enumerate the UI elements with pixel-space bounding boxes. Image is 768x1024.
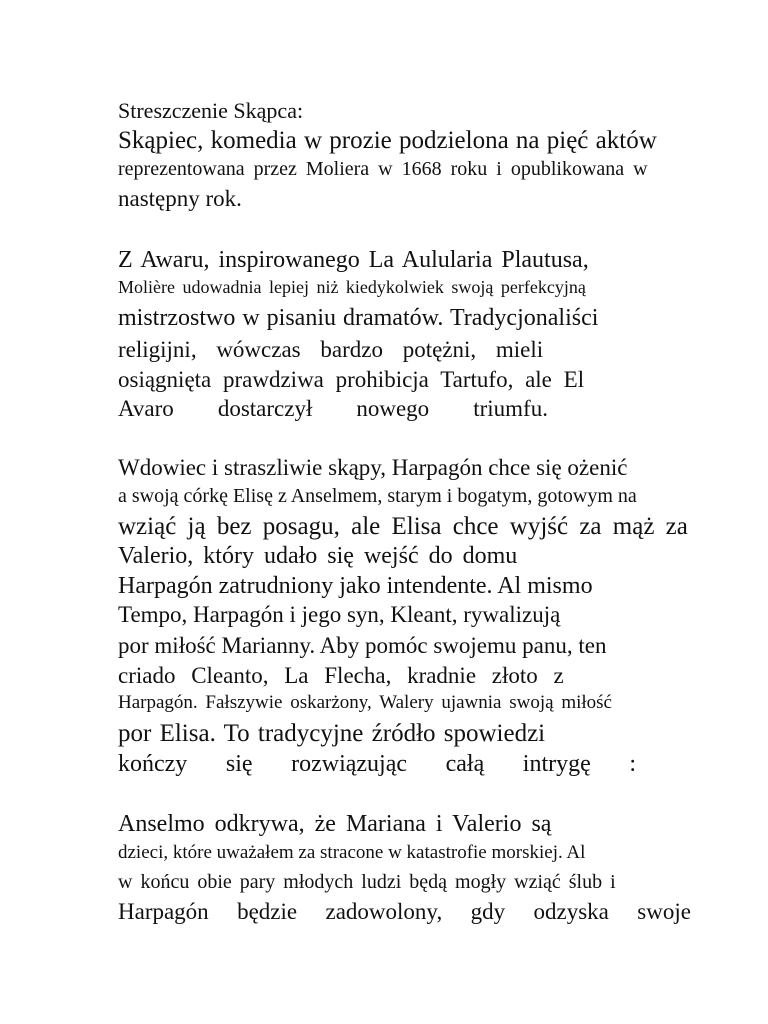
paragraph-3-line-6: Tempo, Harpagón i jego syn, Kleant, rywalizują — [118, 602, 561, 627]
paragraph-3-line-2: a swoją córkę Elisę z Anselmem, starym i bogatym, gotowym na — [118, 485, 637, 507]
paragraph-3-line-1: Wdowiec i straszliwie skąpy, Harpagón chce się ożenić — [118, 455, 628, 480]
paragraph-2-line-5: osiągnięta prawdziwa prohibicja Tartufo, ale El — [118, 367, 585, 392]
paragraph-3-line-9: Harpagón. Fałszywie oskarżony, Walery ujawnia swoją miłość — [118, 692, 612, 713]
word: zadowolony, — [325, 899, 443, 924]
word: Avaro — [118, 396, 174, 421]
word: nowego — [356, 396, 430, 421]
paragraph-1-line-1: Skąpiec, komedia w prozie podzielona na pięć aktów — [118, 127, 657, 154]
word: gdy — [470, 899, 506, 924]
paragraph-3-line-4: Valerio, który udało się wejść do domu — [118, 543, 518, 569]
paragraph-3-line-11 — [118, 752, 636, 776]
paragraph-3-line-8: criado Cleanto, La Flecha, kradnie złoto z — [118, 663, 564, 688]
paragraph-4-line-2: dzieci, które uważałem za stracone w katastrofie morskiej. Al — [118, 842, 586, 863]
paragraph-2-line-1: Z Awaru, inspirowanego La Aulularia Plautusa, — [118, 247, 589, 273]
paragraph-2-line-3: mistrzostwo w pisaniu dramatów. Tradycjonaliści — [118, 305, 599, 331]
word: odzyska — [533, 899, 609, 924]
document-title: Streszczenie Skąpca: — [118, 98, 304, 123]
paragraph-4-line-1: Anselmo odkrywa, że Mariana i Valerio są — [118, 811, 552, 837]
word: intrygę — [522, 751, 591, 777]
word: dostarczył — [217, 396, 313, 421]
word: rozwiązując — [291, 751, 408, 777]
paragraph-3-line-5: Harpagón zatrudniony jako intendente. Al mismo — [118, 573, 593, 599]
paragraph-2-line-4: religijni, wówczas bardzo potężni, mieli — [118, 337, 544, 362]
word: będzie — [237, 899, 298, 924]
word: Harpagón — [118, 899, 209, 924]
paragraph-1-line-2: reprezentowana przez Moliera w 1668 roku i opublikowana w — [118, 158, 648, 180]
word: triumfu. — [473, 396, 548, 421]
paragraph-1-line-3: następny rok. — [118, 186, 242, 211]
paragraph-4-line-3: w końcu obie pary młodych ludzi będą mogły wziąć ślub i — [118, 871, 616, 893]
paragraph-2-line-2: Molière udowadnia lepiej niż kiedykolwiek swoją perfekcyjną — [118, 277, 586, 297]
word: się — [225, 751, 253, 777]
word: swoje — [637, 899, 691, 924]
paragraph-4-line-4 — [118, 900, 691, 923]
paragraph-3-line-7: por miłość Marianny. Aby pomóc swojemu panu, ten — [118, 633, 607, 658]
word: kończy — [118, 751, 188, 777]
word: całą — [445, 751, 485, 777]
word: : — [629, 751, 636, 777]
paragraph-3-line-3: wziąć ją bez posagu, ale Elisa chce wyjść za mąż za — [118, 513, 688, 540]
paragraph-3-line-10: por Elisa. To tradycyjne źródło spowiedzi — [118, 720, 546, 747]
paragraph-2-line-6 — [118, 397, 548, 420]
